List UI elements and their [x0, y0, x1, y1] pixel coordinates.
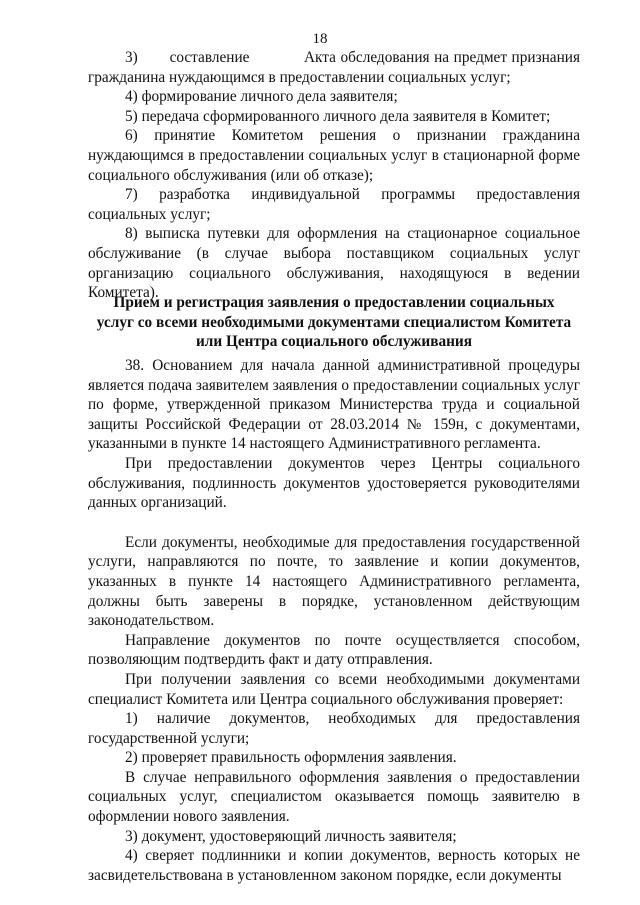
- list-item: 4) сверяет подлинники и копии документов, верность которых не засвидетельствована в установленном законом порядке, если документы: [88, 847, 580, 884]
- paragraph-38: 38. Основанием для начала данной административной процедуры является подача заявителем заявления о предоставлении социальных услуг по форме, утвержденной приказом Министерства труда и социальной защиты Российской Федерации от 28.03.2014 № 159н, с документами, указанными в пункте 14 настоящего Административного регламента.: [88, 357, 580, 453]
- list-item: 2) проверяет правильность оформления заявления.: [125, 749, 457, 767]
- procedure-steps-list: [88, 48, 580, 303]
- list-item: 8) выписка путевки для оформления на стационарное социальное обслуживание (в случае выбора поставщиком социальных услуг организацию социального обслуживания, находящуюся в ведении Комитета).: [88, 225, 580, 302]
- page-number: 18: [312, 31, 328, 47]
- list-item: 3) документ, удостоверяющий личность заявителя;: [125, 827, 457, 845]
- list-item: 7) разработка индивидуальной программы предоставления социальных услуг;: [88, 186, 580, 223]
- section-heading-line: или Центра социального обслуживания: [195, 333, 473, 351]
- paragraph: При получении заявления со всеми необходимыми документами специалист Комитета или Центра социального обслуживания проверяет:: [88, 670, 580, 708]
- list-item: 4) формирование личного дела заявителя;: [125, 88, 398, 106]
- section-heading-line: Прием и регистрация заявления о предоставлении социальных: [113, 294, 555, 311]
- list-item: 1) наличие документов, необходимых для предоставления государственной услуги;: [88, 710, 580, 747]
- section-body: [88, 356, 580, 885]
- list-item: 3) составление Акта обследования на предмет признания гражданина нуждающимся в предоставлении социальных услуг;: [88, 49, 580, 86]
- paragraph: Если документы, необходимые для предоставления государственной услуги, направляются по почте, то заявление и копии документов, указанных в пункте 14 настоящего Административного регламента, должны быть заверены в порядке, установленном действующим законодательством.: [88, 533, 580, 630]
- list-item: 5) передача сформированного личного дела заявителя в Комитет;: [125, 107, 551, 125]
- paragraph: В случае неправильного оформления заявления о предоставлении социальных услуг, специалистом оказывается помощь заявителю в оформлении нового заявления.: [88, 768, 580, 826]
- paragraph: При предоставлении документов через Центры социального обслуживания, подлинность документов удостоверяется руководителями данных организаций.: [88, 454, 580, 512]
- section-heading: [88, 293, 580, 352]
- paragraph: Направление документов по почте осуществляется способом, позволяющим подтвердить факт и дату отправления.: [88, 631, 580, 669]
- section-heading-line: услуг со всеми необходимыми документами специалистом Комитета: [96, 313, 572, 331]
- list-item: 6) принятие Комитетом решения о признании гражданина нуждающимся в предоставлении социальных услуг в стационарной форме социального обслуживания (или об отказе);: [88, 127, 580, 184]
